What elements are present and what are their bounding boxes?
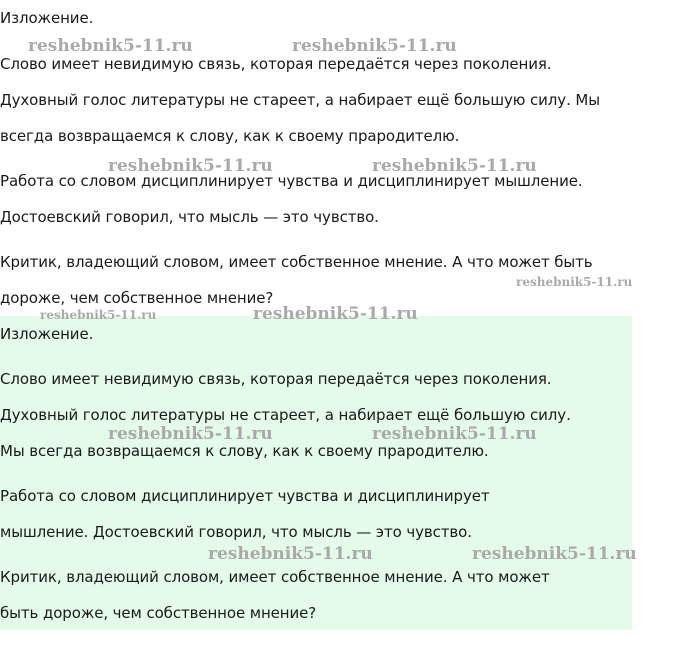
block2-line: Духовный голос литературы не стареет, а набирает ещё большую силу. [0, 406, 571, 424]
block1-line: всегда возвращаемся к слову, как к своему прародителю. [0, 127, 460, 145]
block1-line: Работа со словом дисциплинирует чувства и дисциплинирует мышление. [0, 172, 583, 190]
block1-line: дороже, чем собственное мнение? [0, 289, 274, 307]
block2-line: Слово имеет невидимую связь, которая передаётся через поколения. [0, 370, 552, 388]
block2-line: Мы всегда возвращаемся к слову, как к своему прародителю. [0, 442, 489, 460]
watermark: reshebnik5-11.ru [108, 156, 273, 176]
watermark: reshebnik5-11.ru [253, 304, 418, 324]
watermark: reshebnik5-11.ru [28, 36, 193, 56]
block2-line: быть дороже, чем собственное мнение? [0, 604, 317, 622]
watermark: reshebnik5-11.ru [516, 275, 633, 289]
watermark: reshebnik5-11.ru [372, 424, 537, 444]
watermark: reshebnik5-11.ru [208, 544, 373, 564]
watermark: reshebnik5-11.ru [40, 308, 157, 322]
block1-line: Критик, владеющий словом, имеет собственное мнение. А что может быть [0, 253, 593, 271]
block1-line: Духовный голос литературы не стареет, а набирает ещё большую силу. Мы [0, 91, 600, 109]
watermark: reshebnik5-11.ru [372, 156, 537, 176]
block1-line: Слово имеет невидимую связь, которая передаётся через поколения. [0, 55, 552, 73]
block2-line: Критик, владеющий словом, имеет собственное мнение. А что может [0, 568, 550, 586]
block2-line: мышление. Достоевский говорил, что мысль — это чувство. [0, 523, 472, 541]
block1-heading: Изложение. [0, 9, 94, 27]
block2-line: Работа со словом дисциплинирует чувства и дисциплинирует [0, 487, 490, 505]
watermark: reshebnik5-11.ru [292, 36, 457, 56]
watermark: reshebnik5-11.ru [108, 424, 273, 444]
block1-line: Достоевский говорил, что мысль — это чувство. [0, 208, 379, 226]
watermark: reshebnik5-11.ru [472, 544, 637, 564]
block2-heading: Изложение. [0, 325, 94, 343]
